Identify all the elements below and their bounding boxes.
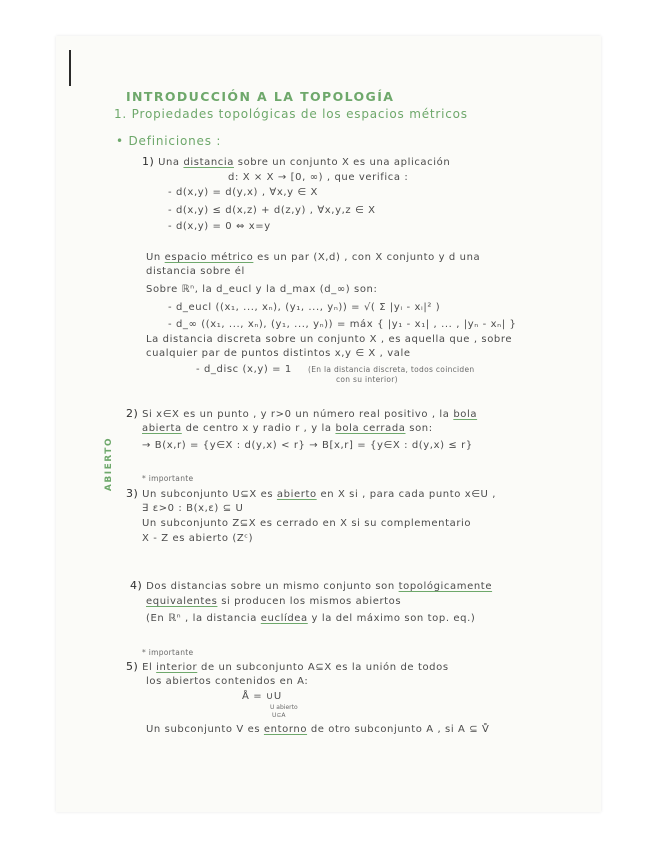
def5-formula-sub1: U abierto [270,704,298,711]
def4-line1 [130,579,492,592]
def1-space-line2: distancia sobre él [146,266,245,277]
def1-max-formula: - d_∞ ((x₁, ..., xₙ), (y₁, ..., yₙ)) = máx { |y₁ - x₁| , ... , |yₙ - xₙ| } [168,319,517,330]
def4-term-topologicamente: topológicamente [398,581,493,592]
def2-term-bola: bola [453,409,478,420]
def5-formula-sub2: U⊆A [272,712,286,719]
def4-line2-post: si producen los mismos abiertos [221,596,402,607]
def4-line2 [146,596,401,607]
def4-line3-post: y la del máximo son top. eq.) [311,613,476,624]
def2-formula: → B(x,r) = {y∈X : d(y,x) < r} → B[x,r] = {y∈X : d(y,x) ≤ r} [142,440,473,451]
def3-line2: ∃ ε>0 : B(x,ε) ⊆ U [142,503,244,514]
notebook-page [56,36,601,812]
def5-formula: Å = ∪U [242,691,282,702]
def1-cond3: - d(x,y) = 0 ⇔ x=y [168,221,271,232]
def1-discrete-note1: (En la distancia discreta, todos coinciden [308,365,475,374]
def5-line3 [146,724,489,735]
def5-number: 5) [126,660,139,673]
def1-discrete-note2: con su interior) [336,375,398,384]
def5-term-entorno: entorno [263,724,308,735]
def2-line1-pre: Si x∈X es un punto , y r>0 un número real positivo , la [142,409,450,420]
section-heading-label: Definiciones : [128,134,222,148]
def5-line1 [126,660,449,673]
def5-note: * importante [142,648,194,657]
def1-discrete-formula: - d_disc (x,y) = 1 [196,364,292,375]
def5-line1-pre: El [142,662,153,673]
def5-term-interior: interior [156,662,198,673]
def2-line2 [142,423,433,434]
def5-line3-pre: Un subconjunto V es [146,724,261,735]
def1-cond1: - d(x,y) = d(y,x) , ∀x,y ∈ X [168,187,318,198]
def1-cond2: - d(x,y) ≤ d(x,z) + d(z,y) , ∀x,y,z ∈ X [168,205,376,216]
def2-term-bola-cerrada: bola cerrada [335,423,406,434]
def2-number: 2) [126,407,139,420]
side-label-abierto: ABIERTO [104,436,114,492]
margin-pen-mark [69,50,71,86]
def1-discrete-line1: La distancia discreta sobre un conjunto X , es aquella que , sobre [146,334,513,345]
def1-space-post: es un par (X,d) , con X conjunto y d una [257,252,481,263]
def1-post: sobre un conjunto X es una aplicación [237,157,451,168]
page-subtitle: 1. Propiedades topológicas de los espacios métricos [114,107,468,121]
def5-line2: los abiertos contenidos en A: [146,676,309,687]
def1-line1 [142,155,450,168]
def3-note: * importante [142,474,194,483]
def1-term-espacio-metrico: espacio métrico [164,252,254,263]
def1-term-distancia: distancia [183,157,234,168]
def3-number: 3) [126,487,139,500]
def2-line1 [126,407,477,420]
def3-line3: Un subconjunto Z⊆X es cerrado en X si su complementario [142,518,472,529]
def1-pre: Una [158,157,180,168]
def5-line3-post: de otro subconjunto A , si A ⊆ V̊ [310,724,490,735]
def1-number: 1) [142,155,155,168]
page-title: INTRODUCCIÓN A LA TOPOLOGÍA [126,89,395,104]
def4-term-euclidea: euclídea [260,613,308,624]
def4-term-equivalentes: equivalentes [146,596,218,607]
def4-line3 [146,613,475,624]
def2-line2-post: son: [409,423,433,434]
section-heading [116,134,221,148]
def1-mapping: d: X × X → [0, ∞) , que verifica : [228,172,409,183]
def1-space-pre: Un [146,252,161,263]
def3-line4: X - Z es abierto (Zᶜ) [142,533,254,544]
def4-line3-pre: (En ℝⁿ , la distancia [146,613,257,624]
def2-term-abierta: abierta [142,423,182,434]
bullet-icon: • [116,134,124,148]
def1-rn-line: Sobre ℝⁿ, la d_eucl y la d_max (d_∞) son: [146,284,378,295]
def1-space-line1 [146,252,480,263]
def3-line1 [126,487,496,500]
def5-line1-post: de un subconjunto A⊆X es la unión de todos [201,662,449,673]
def2-line2-mid: de centro x y radio r , y la [185,423,332,434]
def4-number: 4) [130,579,143,592]
def3-line1-pre: Un subconjunto U⊆X es [142,489,274,500]
def1-discrete-line2: cualquier par de puntos distintos x,y ∈ X , vale [146,348,411,359]
def3-line1-post: en X si , para cada punto x∈U , [320,489,497,500]
def3-term-abierto: abierto [276,489,317,500]
def4-line1-pre: Dos distancias sobre un mismo conjunto son [146,581,395,592]
def1-eucl-formula: - d_eucl ((x₁, ..., xₙ), (y₁, ..., yₙ)) = √( Σ |yᵢ - xᵢ|² ) [168,302,441,313]
